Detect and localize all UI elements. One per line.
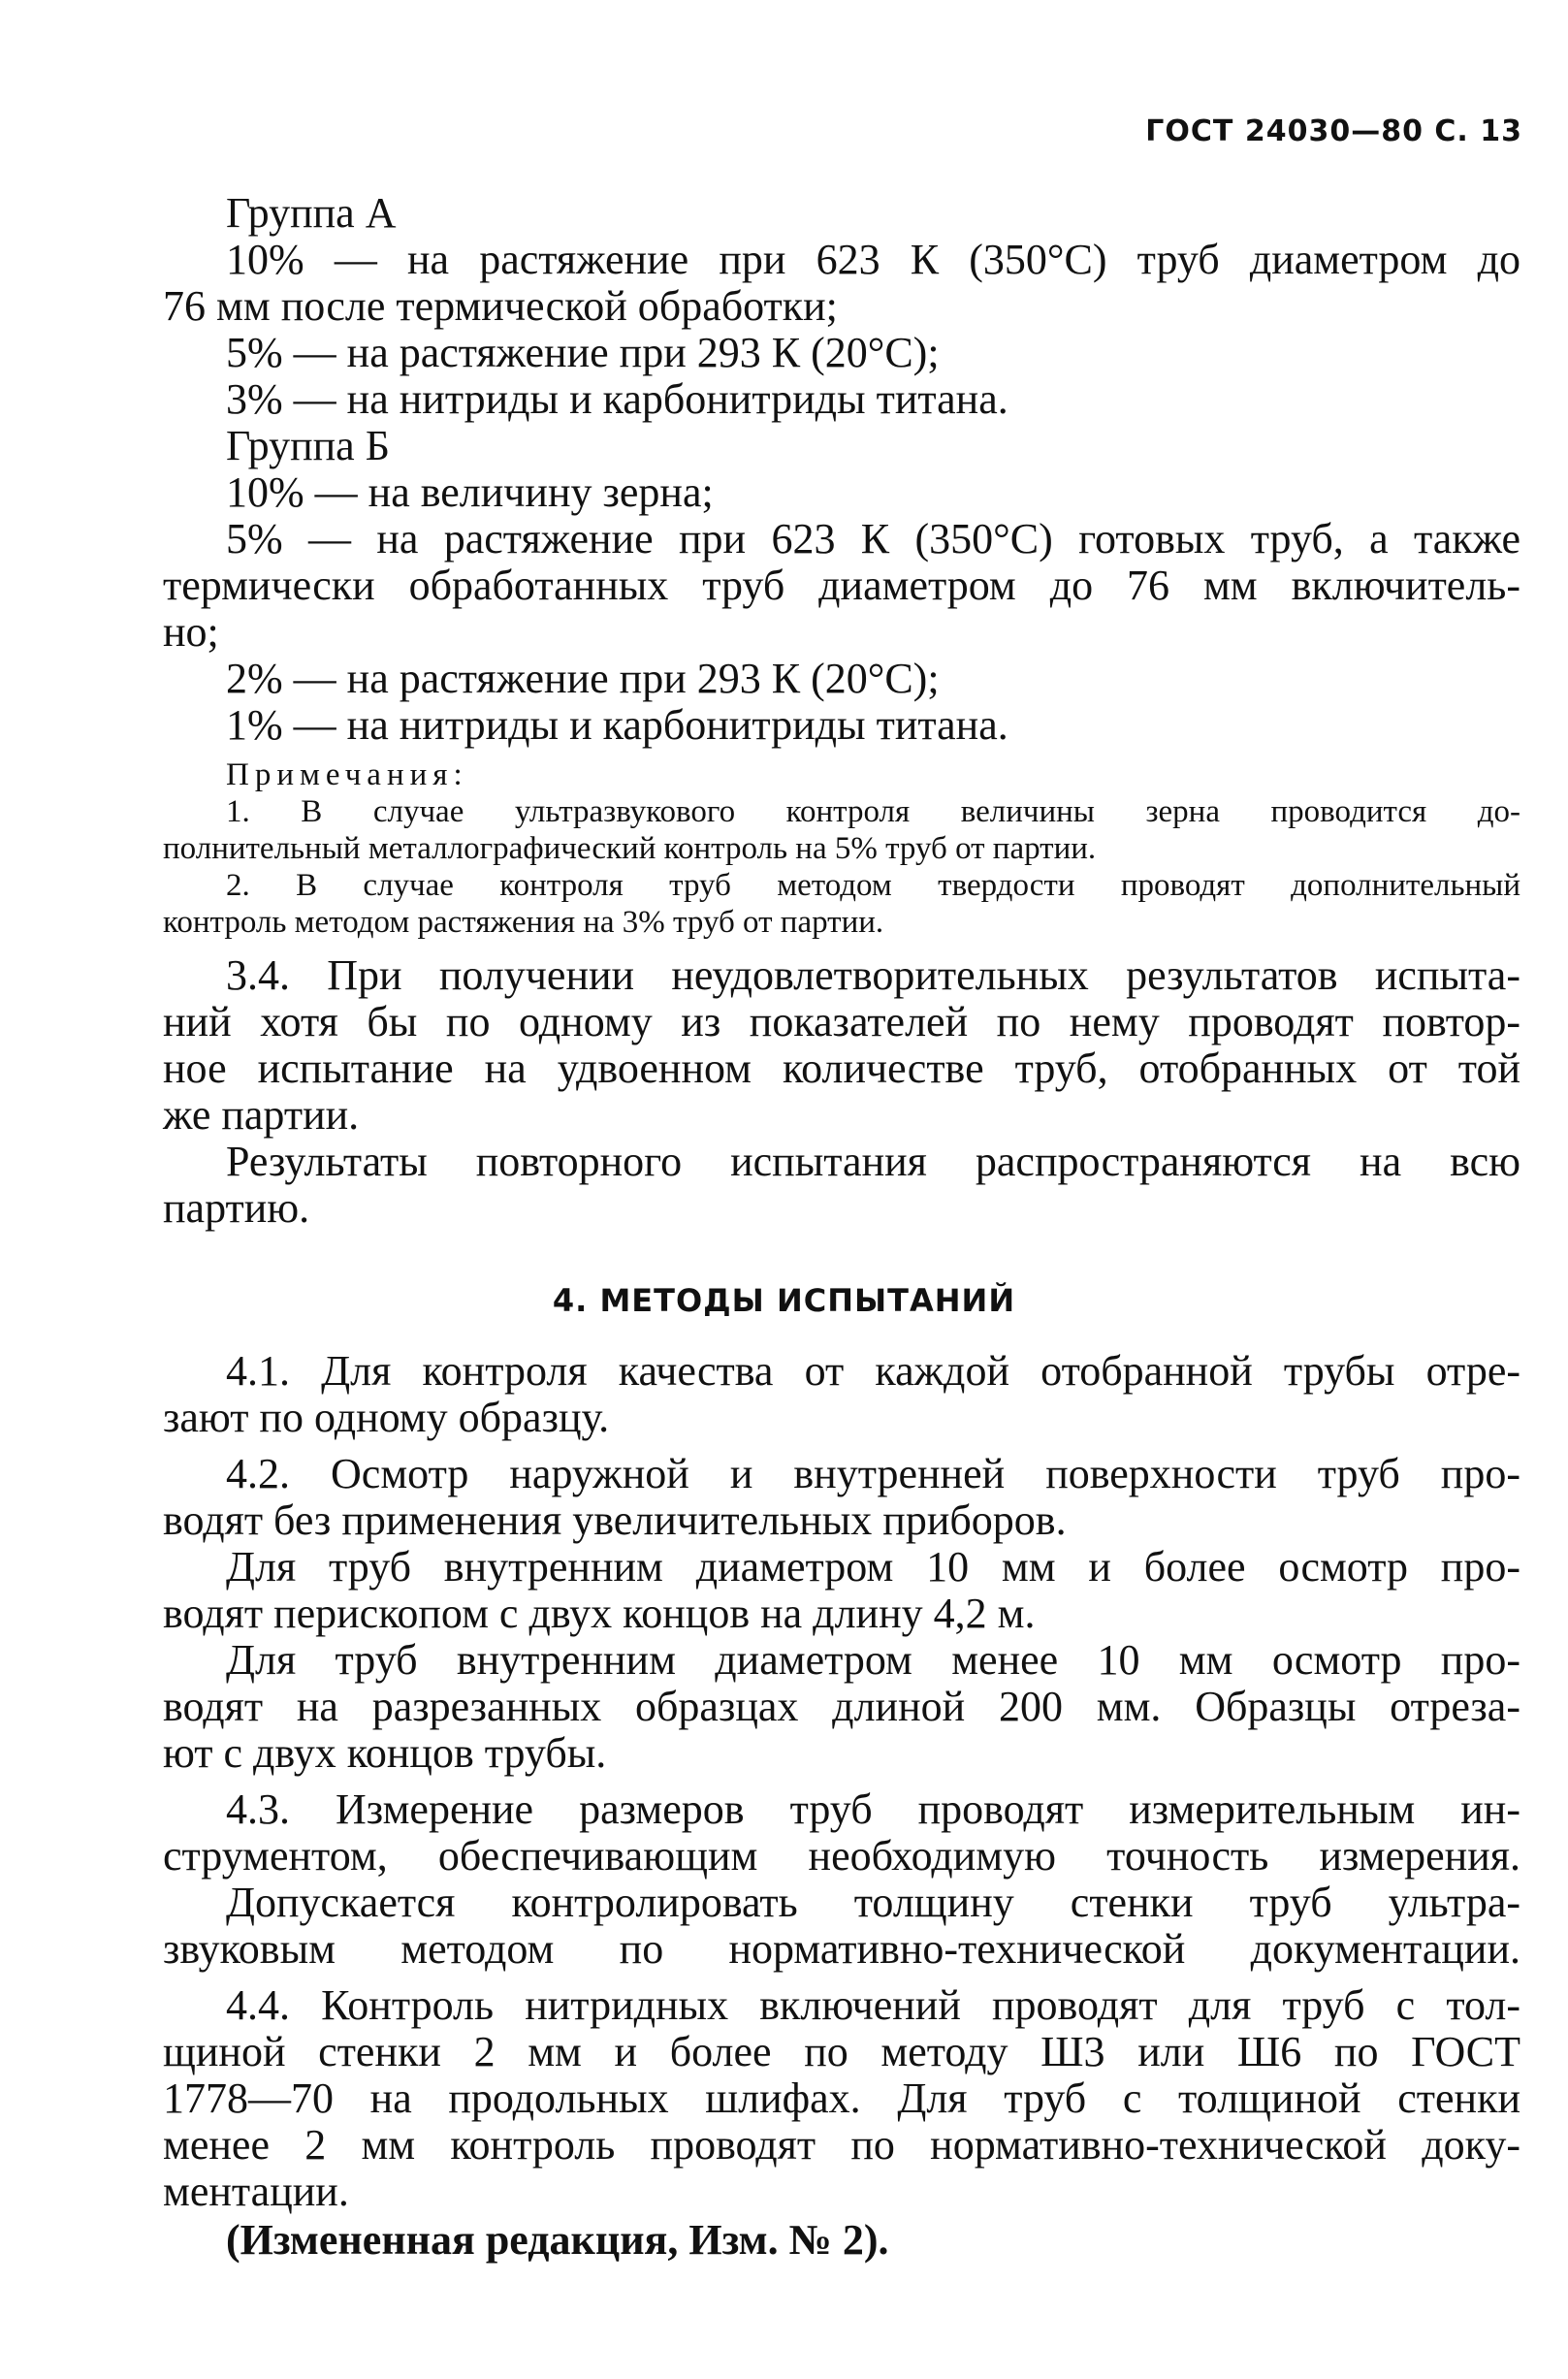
- text-line: 5% — на растяжение при 293 К (20°С);: [226, 329, 940, 376]
- section-title: 4. МЕТОДЫ ИСПЫТАНИЙ: [552, 1282, 1016, 1319]
- amendment-note: (Измененная редакция, Изм. № 2).: [226, 2216, 889, 2264]
- text-line: 4.3. Измерение размеров труб проводят измерительным ин-: [226, 1785, 1520, 1833]
- text-line: ное испытание на удвоенном количестве труб, отобранных от той: [163, 1045, 1520, 1092]
- note-line: полнительный металлографический контроль на 5% труб от партии.: [163, 831, 1097, 866]
- text-line: ний хотя бы по одному из показателей по нему проводят повтор-: [163, 998, 1520, 1045]
- text-line: Для труб внутренним диаметром менее 10 мм осмотр про-: [226, 1636, 1520, 1684]
- text-line: водят без применения увеличительных приборов.: [163, 1496, 1067, 1544]
- text-line: же партии.: [163, 1091, 360, 1139]
- text-line: Допускается контролировать толщину стенки труб ультра-: [226, 1879, 1520, 1926]
- text-line: водят на разрезанных образцах длиной 200 мм. Образцы отреза-: [163, 1683, 1520, 1730]
- text-line: 5% — на растяжение при 623 К (350°С) готовых труб, а также: [226, 515, 1520, 563]
- text-line: 76 мм после термической обработки;: [163, 282, 838, 330]
- text-line: щиной стенки 2 мм и более по методу Ш3 или Ш6 по ГОСТ: [163, 2028, 1520, 2075]
- text-line: партию.: [163, 1184, 310, 1232]
- text-line: ют с двух концов трубы.: [163, 1729, 607, 1777]
- text-line: звуковым методом по нормативно-технической документации.: [163, 1925, 1520, 1973]
- text-line: 4.4. Контроль нитридных включений проводят для труб с тол-: [226, 1981, 1520, 2029]
- text-line: термически обработанных труб диаметром до 76 мм включитель-: [163, 562, 1520, 609]
- text-line: Результаты повторного испытания распространяются на всю: [226, 1138, 1520, 1185]
- text-line: 4.2. Осмотр наружной и внутренней поверхности труб про-: [226, 1450, 1520, 1497]
- text-line: струментом, обеспечивающим необходимую точность измерения.: [163, 1832, 1520, 1880]
- note-line: 2. В случае контроля труб методом твердости проводят дополнительный: [226, 868, 1520, 903]
- text-line: 3.4. При получении неудовлетворительных результатов испыта-: [226, 951, 1520, 999]
- text-line: 10% — на величину зерна;: [226, 468, 714, 516]
- notes-title: Примечания:: [226, 757, 468, 792]
- group-b-heading: Группа Б: [226, 422, 390, 469]
- text-line: 1778—70 на продольных шлифах. Для труб с толщиной стенки: [163, 2074, 1520, 2122]
- text-line: 3% — на нитриды и карбонитриды титана.: [226, 375, 1008, 423]
- text-line: ментации.: [163, 2168, 349, 2215]
- text-line: но;: [163, 608, 219, 656]
- text-line: водят перископом с двух концов на длину 4,2 м.: [163, 1590, 1036, 1637]
- text-line: 4.1. Для контроля качества от каждой отобранной трубы отре-: [226, 1347, 1520, 1395]
- text-line: Для труб внутренним диаметром 10 мм и более осмотр про-: [226, 1543, 1520, 1591]
- text-line: 10% — на растяжение при 623 К (350°С) труб диаметром до: [226, 236, 1520, 283]
- text-line: менее 2 мм контроль проводят по нормативно-технической доку-: [163, 2121, 1520, 2169]
- group-a-heading: Группа А: [226, 189, 397, 237]
- text-line: 2% — на растяжение при 293 К (20°С);: [226, 655, 940, 702]
- note-line: 1. В случае ультразвукового контроля величины зерна проводится до-: [226, 794, 1520, 829]
- note-line: контроль методом растяжения на 3% труб от партии.: [163, 905, 884, 940]
- text-line: 1% — на нитриды и карбонитриды титана.: [226, 701, 1008, 749]
- text-line: зают по одному образцу.: [163, 1394, 610, 1441]
- running-head: ГОСТ 24030—80 С. 13: [1145, 114, 1522, 148]
